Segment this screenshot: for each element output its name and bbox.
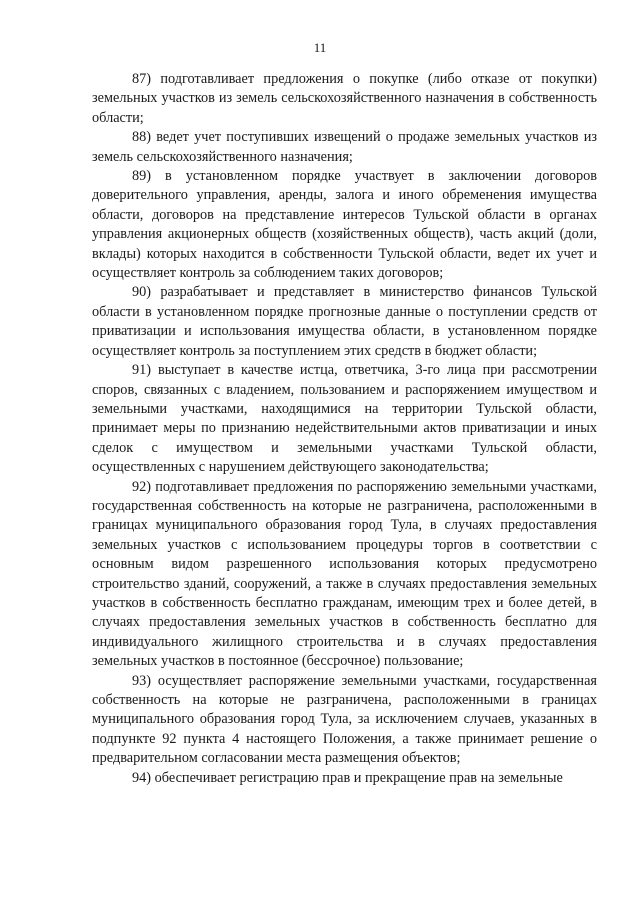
document-body [92, 70, 597, 788]
paragraph-91: 91) выступает в качестве истца, ответчика, 3-го лица при рассмотрении споров, связанных с владением, пользованием и распоряжением имуществом и земельными участками, находящимися на территории Тульской области, принимает меры по признанию недействительными актов приватизации и иных сделок с имуществом и земельными участками Тульской области, осуществленных с нарушением действующего законодательства; [92, 362, 597, 476]
paragraph-87: 87) подготавливает предложения о покупке (либо отказе от покупки) земельных участков из земель сельскохозяйственного назначения в собственность области; [92, 71, 597, 126]
paragraph-93: 93) осуществляет распоряжение земельными участками, государственная собственность на которые не разграничена, расположенными в границах муниципального образования город Тула, за исключением случаев, указанных в подпункте 92 пункта 4 настоящего Положения, а также принимает решение о предварительном согласовании места размещения объектов; [92, 672, 597, 767]
paragraph-89: 89) в установленном порядке участвует в заключении договоров доверительного управления, аренды, залога и иного обременения имущества области, договоров на представление интересов Тульской области в органах управления акционерных обществ (хозяйственных обществ), часть акций (доли, вклады) которых находится в собственности Тульской области, ведет их учет и осуществляет контроль за соблюдением таких договоров; [92, 168, 597, 282]
paragraph-88: 88) ведет учет поступивших извещений о продаже земельных участков из земель сельскохозяйственного назначения; [92, 129, 597, 165]
paragraph-90: 90) разрабатывает и представляет в министерство финансов Тульской области в установленном порядке прогнозные данные о поступлении средств от приватизации и использования имущества области, в установленном порядке осуществляет контроль за поступлением этих средств в бюджет области; [92, 284, 597, 359]
page-number: 11 [313, 40, 327, 55]
paragraph-94: 94) обеспечивает регистрацию прав и прекращение прав на земельные [132, 769, 563, 786]
paragraph-92: 92) подготавливает предложения по распоряжению земельными участками, государственная собственность на которые не разграничена, расположенными в границах муниципального образования город Тула, в случаях предоставления земельных участков с использованием процедуры торгов в соответствии с основным видом разрешенного использования которых предусмотрено строительство зданий, сооружений, а также в случаях предоставления земельных участков в собственность бесплатно гражданам, имеющим трех и более детей, в случаях предоставления земельных участков в собственность бесплатно для индивидуального жилищного строительства и в случаях предоставления земельных участков в постоянное (бессрочное) пользование; [92, 478, 597, 670]
